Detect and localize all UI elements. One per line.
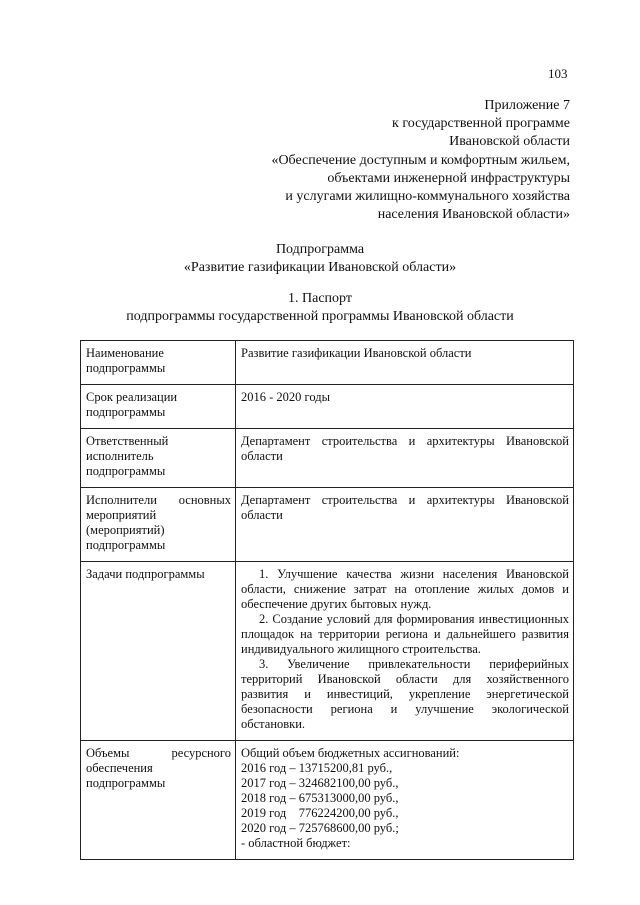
task-item: 2. Создание условий для формирования инвестиционных площадок на территории региона и дальнейшего развития индивидуального жилищного строительства. <box>241 612 569 656</box>
row-label-first-line <box>86 746 231 761</box>
table-row <box>81 562 574 741</box>
row-value <box>236 562 574 741</box>
row-label-rest: обеспечения подпрограммы <box>86 761 166 790</box>
appendix-line: и услугами жилищно-коммунального хозяйства <box>285 189 570 205</box>
table-row <box>81 488 574 562</box>
passport-title: 1. Паспорт <box>288 291 352 306</box>
row-value: Развитие газификации Ивановской области <box>236 341 574 385</box>
budget-line: 2020 год – 725768600,00 руб.; <box>241 821 399 835</box>
row-label-word: Объемы <box>86 746 130 760</box>
appendix-header <box>271 97 570 224</box>
budget-line: - областной бюджет: <box>241 836 351 850</box>
table-row <box>81 341 574 385</box>
subprogram-label: Подпрограмма <box>275 242 365 257</box>
appendix-line: к государственной программе <box>392 116 570 132</box>
appendix-line: населения Ивановской области» <box>377 207 570 223</box>
passport-heading <box>0 290 640 326</box>
budget-line: 2017 год – 324682100,00 руб., <box>241 776 399 790</box>
passport-subtitle: подпрограммы государственной программы Ивановской области <box>126 309 514 324</box>
row-value <box>236 741 574 860</box>
appendix-line: Ивановской области <box>449 134 570 150</box>
table-row <box>81 741 574 860</box>
row-label-first-line <box>86 493 231 508</box>
task-item: 1. Улучшение качества жизни населения Ивановской области, снижение затрат на отопление жилых домов и обеспечение других бытовых нужд. <box>241 567 569 611</box>
table-row <box>81 385 574 429</box>
row-value: Департамент строительства и архитектуры Ивановской области <box>236 488 574 562</box>
row-label-word: основных <box>178 493 231 507</box>
row-label: Наименование подпрограммы <box>81 341 236 385</box>
row-label: Задачи подпрограммы <box>81 562 236 741</box>
row-value: 2016 - 2020 годы <box>236 385 574 429</box>
budget-line: 2016 год – 13715200,81 руб., <box>241 761 393 775</box>
row-label-word: ресурсного <box>171 746 231 760</box>
appendix-line: объектами инженерной инфраструктуры <box>327 170 570 186</box>
row-label-rest: мероприятий (мероприятий) подпрограммы <box>86 508 166 552</box>
row-label-word: Исполнители <box>86 493 157 507</box>
appendix-line: «Обеспечение доступным и комфортным жильем, <box>271 152 570 168</box>
budget-line: 2018 год – 675313000,00 руб., <box>241 791 399 805</box>
row-value: Департамент строительства и архитектуры Ивановской области <box>236 429 574 488</box>
appendix-line: Приложение 7 <box>484 98 570 113</box>
passport-table <box>80 340 574 860</box>
subprogram-heading <box>0 241 640 277</box>
row-label <box>81 741 236 860</box>
row-label <box>81 488 236 562</box>
row-label: Срок реализации подпрограммы <box>81 385 236 429</box>
task-item: 3. Увеличение привлекательности периферийных территорий Ивановской области для хозяйственного развития и инвестиций, укрепление энергетической безопасности региона и улучшение экологической обстановки. <box>241 657 569 731</box>
row-label: Ответственный исполнитель подпрограммы <box>81 429 236 488</box>
budget-line: 2019 год 776224200,00 руб., <box>241 806 399 820</box>
budget-line: Общий объем бюджетных ассигнований: <box>241 746 460 760</box>
page-number: 103 <box>548 66 568 81</box>
table-row <box>81 429 574 488</box>
subprogram-title: «Развитие газификации Ивановской области» <box>183 260 457 275</box>
